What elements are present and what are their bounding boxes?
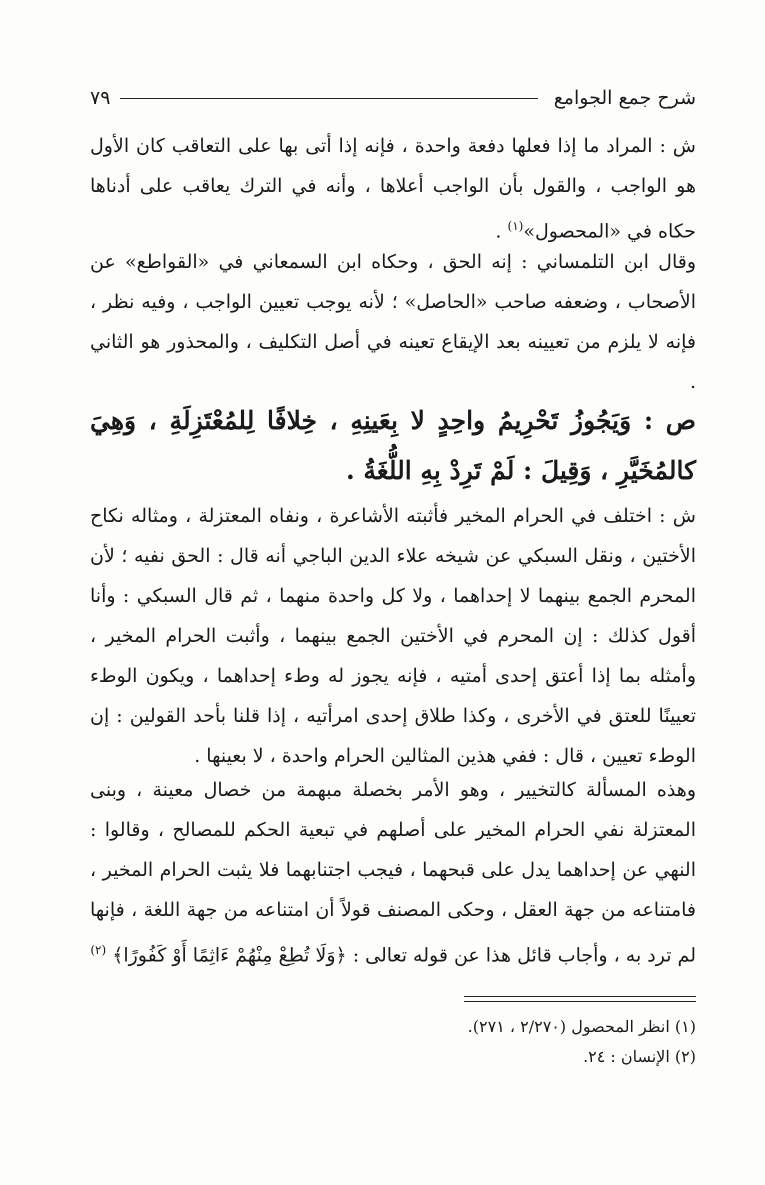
paragraph-commentary-4	[90, 770, 696, 975]
footnote-2: (٢) الإنسان : ٢٤.	[583, 1047, 696, 1066]
page	[90, 0, 696, 1185]
page-number: ٧٩	[90, 87, 111, 109]
running-title: شرح جمع الجوامع	[553, 87, 696, 109]
paragraph-main-text: ص : وَيَجُوزُ تَحْرِيمُ واحِدٍ لا بِعَينِهِ ، خِلافًا لِلمُعْتَزِلَةِ ، وَهِيَ كالمُخَيَّرِ ، وَقِيلَ : لَمْ تَرِدْ بِهِ اللُّغَةُ .	[90, 406, 696, 485]
running-header	[90, 78, 696, 118]
paragraph-text: وهذه المسألة كالتخيير ، وهو الأمر بخصلة مبهمة من خصال معينة ، وبنى المعتزلة نفي الحرام المخير على أصلهم في تبعية الحكم للمصالح ، وقالوا : النهي عن إحداهما يدل على قبحهما ، فيجب اجتنابهما فلا يثبت الحرام المخير ، فامتناعه من جهة العقل ، وحكى المصنف قولاً أن امتناعه من جهة اللغة ، فإنها لم ترد به ، وأجاب قائل هذا عن قوله تعالى : ﴿وَلَا تُطِعْ مِنْهُمْ ءَاثِمًا أَوْ كَفُورًا﴾	[90, 779, 696, 967]
paragraph-commentary-2: وقال ابن التلمساني : إنه الحق ، وحكاه ابن السمعاني في «القواطع» عن الأصحاب ، وضعفه صاحب «الحاصل» ؛ لأنه يوجب تعيين الواجب ، وفيه نظر ، فإنه لا يلزم من تعيينه بعد الإيقاع تعينه في أصل التكليف ، والمحذور هو الثاني .	[90, 251, 696, 393]
paragraph-end: .	[495, 220, 508, 243]
footnote-ref-2: (٢)	[90, 943, 107, 957]
footnote-separator	[464, 996, 696, 997]
paragraph-text: ش : المراد ما إذا فعلها دفعة واحدة ، فإنه إذا أتى بها على التعاقب كان الأول هو الواجب ، والقول بأن الواجب أعلاها ، وأنه في الترك يعاقب على أدناها حكاه في «المحصول»	[90, 135, 696, 243]
footnote-separator-inner	[464, 1001, 696, 1002]
footnote-ref-1: (١)	[507, 219, 524, 233]
footnote-1: (١) انظر المحصول (٢/٢٧٠ ، ٢٧١).	[467, 1017, 696, 1036]
paragraph-commentary-1	[90, 126, 696, 251]
header-rule	[120, 98, 537, 99]
paragraph-commentary-3: ش : اختلف في الحرام المخير فأثبته الأشاعرة ، ونفاه المعتزلة ، ومثاله نكاح الأختين ، ونقل السبكي عن شيخه علاء الدين الباجي أنه قال : الحق نفيه ؛ لأن المحرم الجمع بينهما لا إحداهما ، ولا كل واحدة منهما ، ثم قال السبكي : وأنا أقول كذلك : إن المحرم في الأختين الجمع بينهما ، وأثبت الحرام المخير ، وأمثله بما إذا أعتق إحدى أمتيه ، فإنه يجوز له وطء إحداهما ، ويكون الوطء تعيينًا للعتق في الأخرى ، وكذا طلاق إحدى امرأتيه ، إذا قلنا بأحد القولين : إن الوطء تعيين ، قال : ففي هذين المثالين الحرام واحدة ، لا بعينها .	[90, 505, 696, 767]
